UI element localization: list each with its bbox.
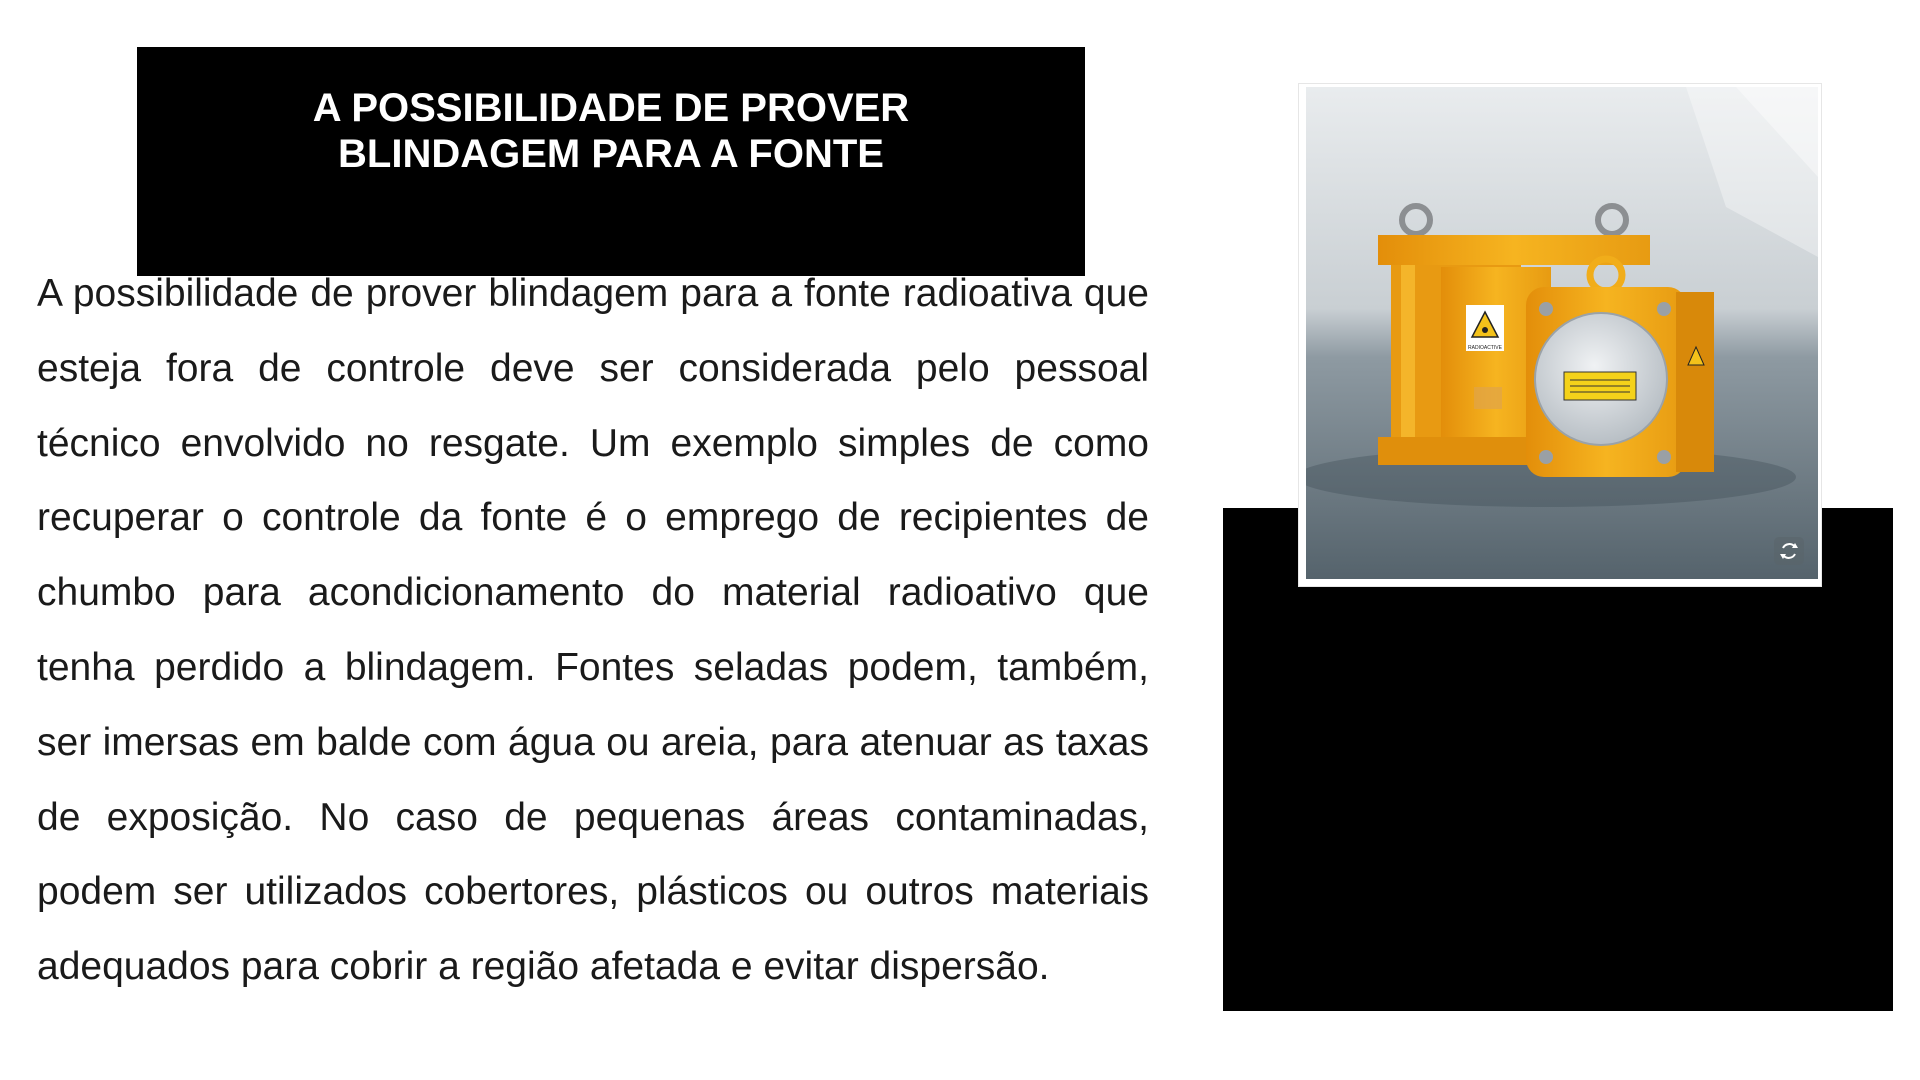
photo-frame	[1299, 84, 1821, 586]
container-label: RADIOACTIVE	[1468, 345, 1502, 351]
body-paragraph: A possibilidade de prover blindagem para a fonte radioativa que esteja fora de controle deve ser considerada pelo pessoal técnico envolvido no resgate. Um exemplo simples de como recuperar o controle da fonte é o emprego de recipientes de chumbo para acondicionamento do material radioativo que tenha perdido a blindagem. Fontes seladas podem, também, ser imersas em balde com água ou areia, para atenuar as taxas de exposição. No caso de pequenas áreas contaminadas, podem ser utilizados cobertores, plásticos ou outros materiais adequados para cobrir a região afetada e evitar dispersão.	[37, 272, 1149, 989]
slide-title: A POSSIBILIDADE DE PROVER BLINDAGEM PARA A FONTE	[312, 86, 910, 176]
refresh-icon[interactable]	[1774, 537, 1804, 565]
lead-container-photo	[1306, 87, 1818, 579]
title-banner	[137, 47, 1085, 276]
